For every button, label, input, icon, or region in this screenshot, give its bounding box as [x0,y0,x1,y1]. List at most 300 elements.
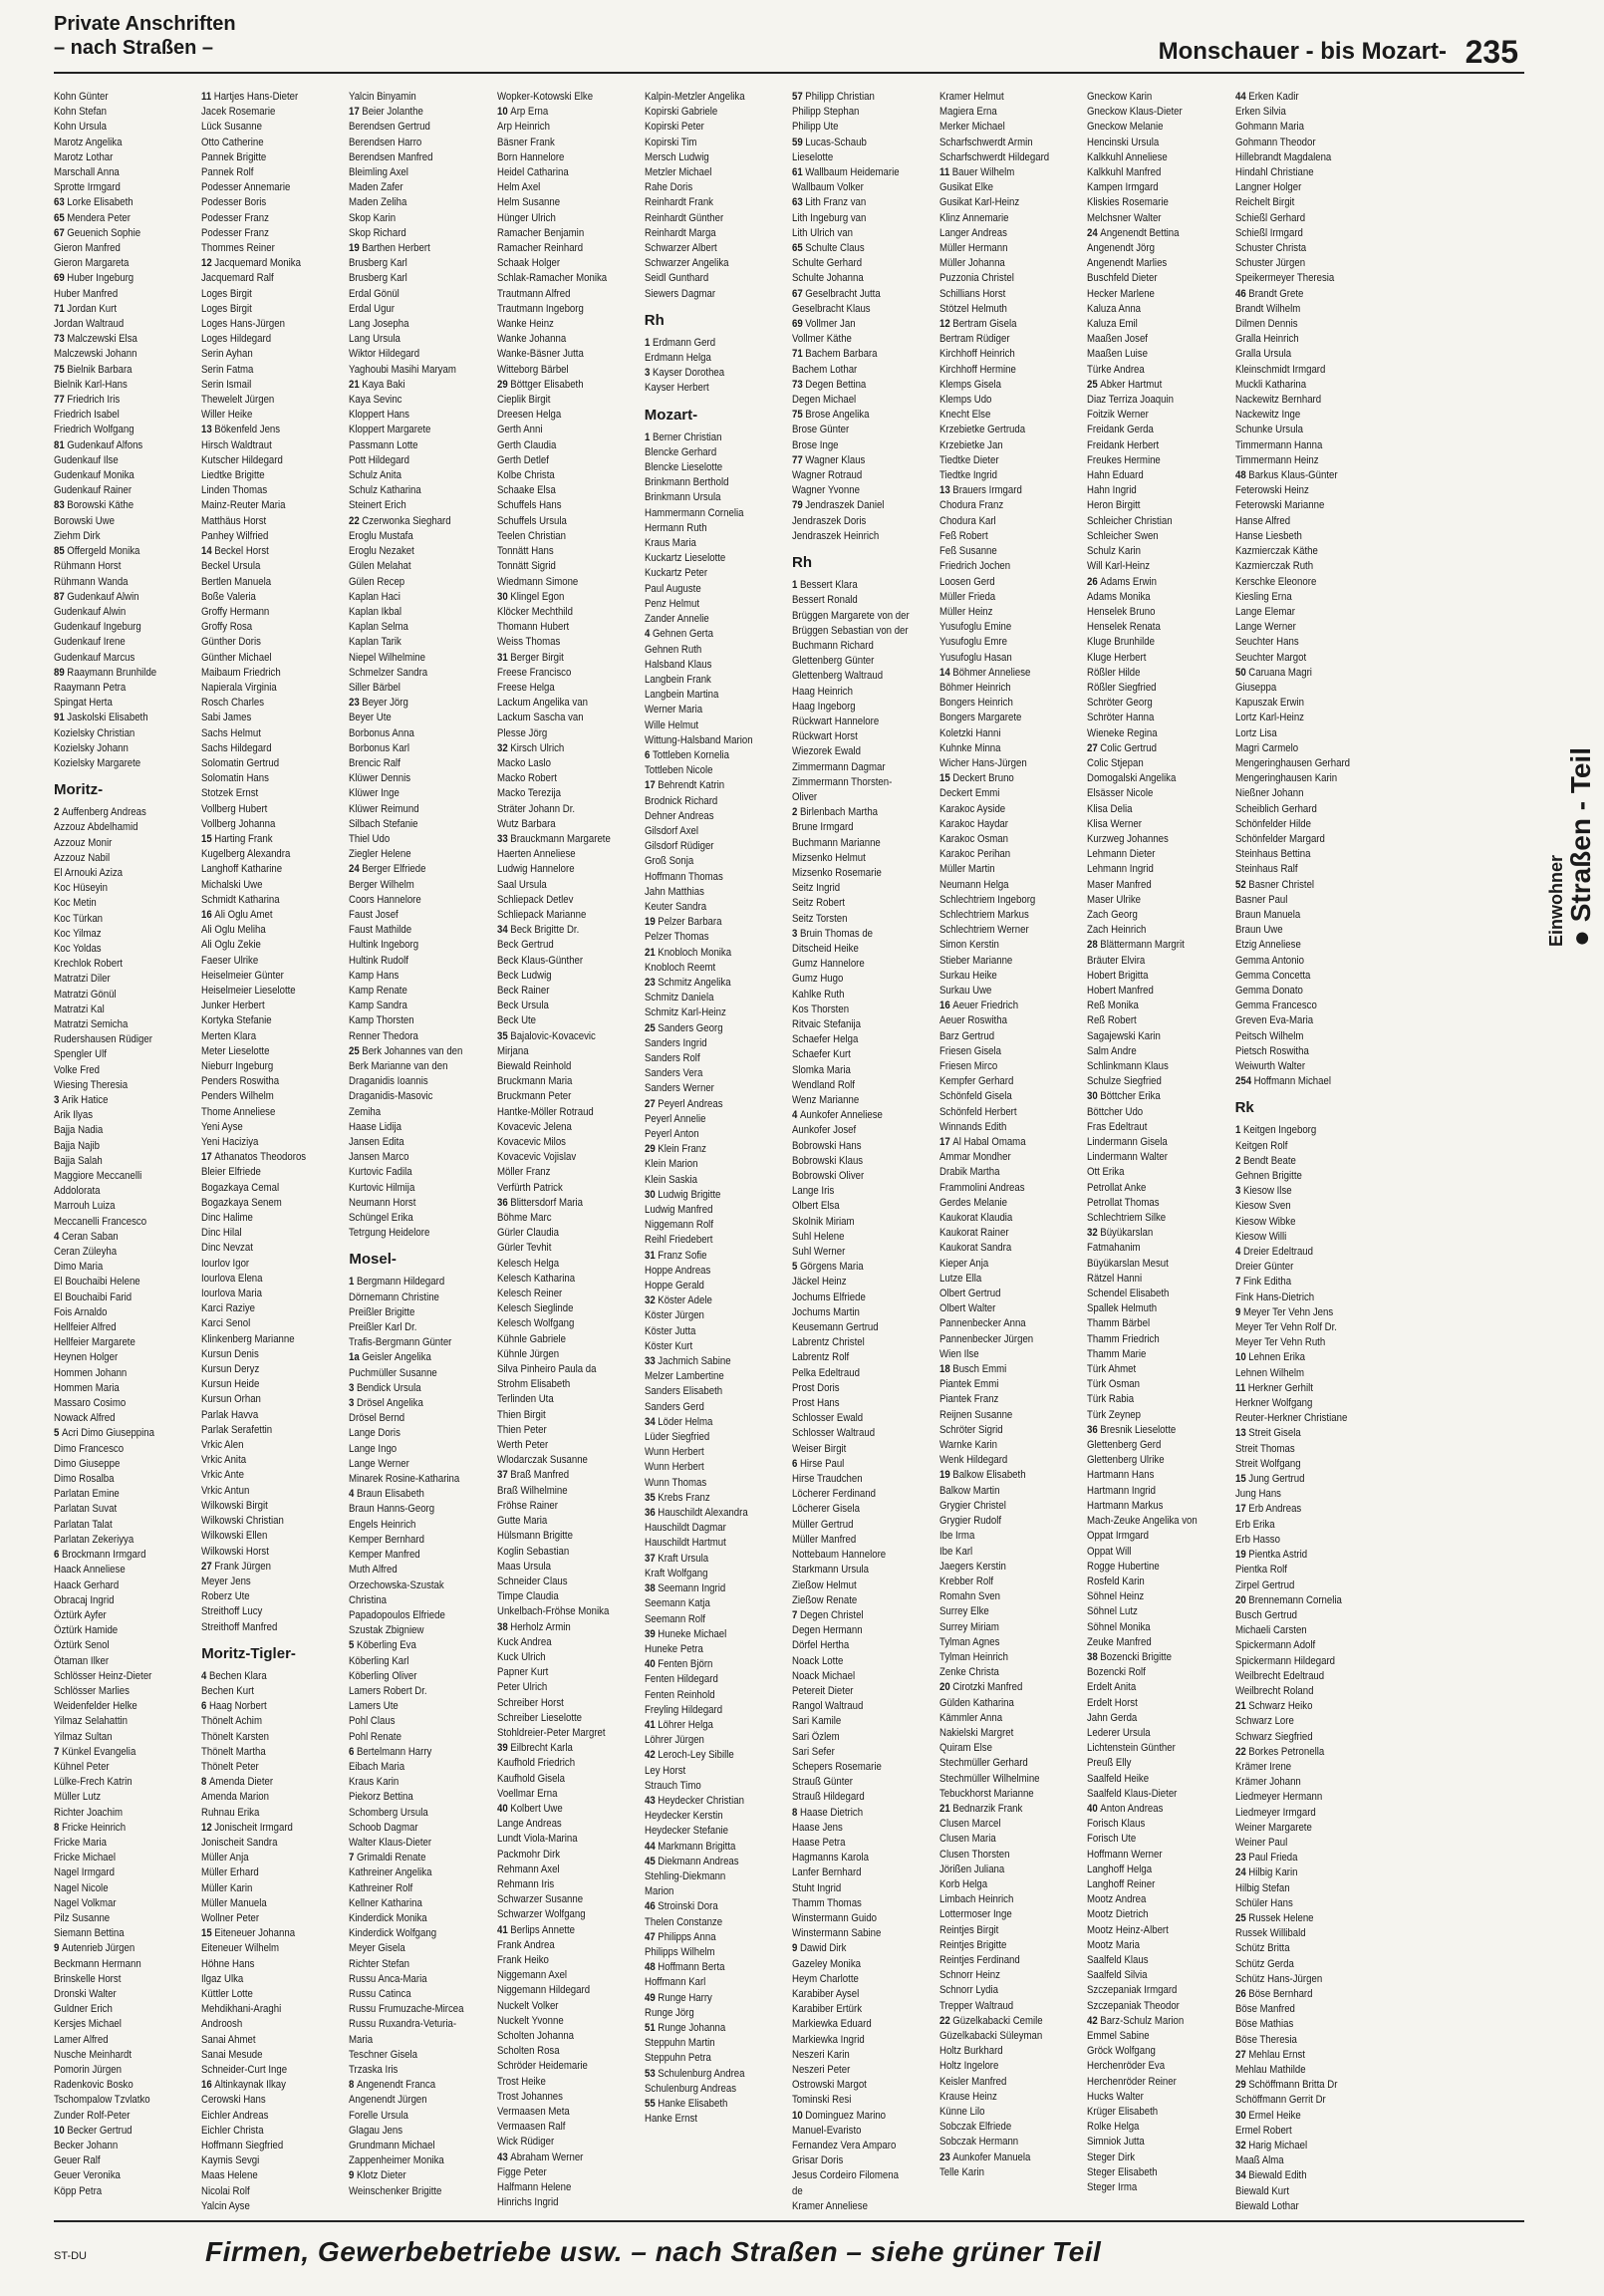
resident-entry [349,1381,490,1396]
resident-entry [497,2195,639,2210]
resident-entry [1087,1514,1228,1529]
resident-name: Haase Lidija [349,1120,402,1133]
resident-name: Maaßen Josef [1087,333,1149,346]
resident-name: Runge Harry [658,1991,712,2004]
resident-name: Anton Andreas [1100,1802,1164,1815]
resident-entry [349,1941,490,1956]
resident-entry [201,1044,343,1059]
resident-entry [1235,195,1377,210]
resident-name: Kahlke Ruth [791,988,845,1001]
resident-entry [645,976,786,991]
resident-entry [349,1275,490,1290]
resident-name: Scheiblich Gerhard [1234,802,1317,815]
resident-name: Streithoff Manfred [201,1620,278,1633]
resident-entry [792,226,934,241]
resident-name: Kuhnke Minna [939,741,1001,754]
resident-name: Matthäus Horst [201,514,267,527]
sidebar-line2: ● Straßen - Teil [1565,747,1596,947]
resident-entry [1235,1957,1377,1972]
resident-name: Oppat Irmgard [1087,1530,1150,1543]
resident-entry [497,635,639,650]
resident-name: Jacquemard Ralf [201,272,274,285]
resident-entry [1235,1836,1377,1851]
resident-name: Dilmen Dennis [1234,318,1298,331]
resident-entry [497,498,639,513]
resident-name: Löhrer Jürgen [644,1734,704,1747]
resident-name: Noack Michael [791,1669,856,1682]
resident-entry [645,627,786,642]
resident-name: Rahe Doris [644,181,692,194]
resident-entry [54,1608,195,1623]
resident-name: Weinschenker Brigitte [349,2184,442,2197]
resident-entry [939,2044,1081,2059]
resident-entry [349,165,490,180]
resident-name: Müller Manuela [201,1896,267,1909]
resident-name: Surrey Miriam [939,1620,1000,1633]
resident-name: Lange Werner [1234,621,1296,634]
resident-entry [792,1548,934,1563]
resident-name: Brauers Irmgard [952,484,1022,497]
resident-entry [939,2105,1081,2120]
house-number: 254 [1234,1075,1251,1088]
resident-name: Rangol Waltraud [791,1700,864,1713]
resident-name: Podesser Annemarie [201,181,291,194]
resident-entry [792,165,934,180]
resident-name: Beck Klaus-Günther [496,954,583,967]
resident-name: Bachem Lothar [791,363,858,376]
resident-entry [792,1047,934,1062]
house-number: 22 [1234,1745,1246,1758]
resident-name: Abraham Werner [509,2151,583,2163]
resident-name: Lederer Ursula [1087,1726,1152,1739]
resident-name: Lehmann Dieter [1087,848,1156,861]
resident-entry [201,1059,343,1074]
resident-entry [54,105,195,120]
resident-entry [645,1521,786,1536]
resident-entry [201,514,343,529]
resident-entry [1087,363,1228,378]
resident-entry [349,1502,490,1517]
resident-entry [1235,756,1377,771]
resident-name: Sanders Elisabeth [644,1385,722,1398]
resident-entry [645,1824,786,1839]
resident-name: Parlatan Zekeriyya [54,1533,134,1546]
resident-name: Marrouh Luiza [54,1200,116,1213]
house-number: 55 [644,2098,656,2110]
resident-entry [349,1487,490,1502]
resident-name: Bendt Beate [1242,1154,1296,1167]
resident-name: Arp Heinrich [496,121,550,134]
resident-entry [497,529,639,544]
resident-entry [1235,1291,1377,1305]
resident-entry [349,393,490,408]
resident-name: Thönelt Martha [201,1745,266,1758]
resident-name: Wagner Rotraud [791,469,863,482]
resident-name: Wunn Herbert [644,1461,704,1474]
house-number: 37 [496,1469,508,1482]
resident-name: Helm Axel [496,181,540,194]
resident-name: Kinderdick Monika [349,1911,428,1924]
resident-entry [349,620,490,635]
resident-name: Etzig Anneliese [1234,939,1301,952]
resident-entry [645,748,786,763]
resident-entry [645,1748,786,1763]
house-number: 5 [791,1261,798,1274]
resident-name: Kamp Hans [349,969,400,982]
resident-name: Koc Metin [54,897,97,910]
resident-name: Haag Heinrich [791,685,853,698]
resident-name: Streithoff Lucy [201,1605,263,1618]
resident-name: Quiram Else [939,1742,993,1755]
resident-entry [201,1987,343,2002]
footer-note: Firmen, Gewerbebetriebe usw. – nach Straßen – siehe grüner Teil [205,2236,1102,2267]
house-number: 5 [54,1427,60,1440]
resident-entry [497,1575,639,1589]
resident-name: Gerdes Melanie [939,1196,1008,1209]
resident-entry [349,1165,490,1180]
resident-name: Trautmann Ingeborg [496,302,584,315]
resident-name: Braß Manfred [509,1469,569,1482]
resident-name: Kellner Katharina [349,1896,423,1909]
resident-name: Fröhse Rainer [496,1499,558,1512]
resident-entry [54,483,195,498]
resident-entry [792,1017,934,1032]
resident-name: Solomatin Gertrud [201,756,280,769]
resident-name: Zenke Christa [939,1666,1000,1679]
resident-entry [939,590,1081,605]
resident-name: Seemann Rolf [644,1612,705,1625]
resident-name: Petereit Dieter [791,1684,854,1697]
house-number: 11 [201,91,212,103]
house-number: 42 [1087,2014,1099,2027]
resident-entry [939,1074,1081,1089]
resident-name: Heidel Catharina [496,166,569,179]
resident-entry [792,1123,934,1138]
footer-rule [54,2220,1524,2222]
resident-entry [54,881,195,896]
resident-entry [1087,1181,1228,1196]
resident-entry [497,1680,639,1695]
resident-name: Köberling Eva [357,1639,417,1652]
resident-entry [497,1241,639,1256]
resident-name: Thommes Reiner [201,242,275,255]
resident-entry [792,378,934,393]
resident-entry [497,1074,639,1089]
resident-entry [1087,1892,1228,1907]
resident-entry [645,1279,786,1293]
resident-name: Bielnik Barbara [67,363,133,376]
resident-name: Klinkenberg Marianne [201,1332,295,1345]
resident-entry [497,1832,639,1847]
resident-name: Schuffels Ursula [496,514,567,527]
resident-name: Yeni Ayse [201,1120,243,1133]
resident-name: Müller Manfred [791,1533,857,1546]
resident-entry [497,483,639,498]
resident-entry [497,1135,639,1150]
house-number: 13 [1234,1427,1246,1440]
resident-name: Weiner Paul [1234,1836,1287,1849]
resident-name: Altinkaynak Ilkay [214,2079,287,2092]
resident-entry [792,1230,934,1245]
house-number: 11 [939,166,950,179]
resident-name: Trost Heike [496,2075,546,2088]
resident-name: Geselbracht Jutta [805,287,881,300]
resident-entry [792,2002,934,2017]
resident-entry [1087,590,1228,605]
resident-name: Tschompalow Tzvlatko [54,2094,150,2107]
resident-entry [939,1105,1081,1120]
directory-column [1235,90,1377,2214]
resident-entry [939,136,1081,150]
resident-name: Strauch Timo [644,1779,701,1792]
resident-name: Freukes Hermine [1087,453,1162,466]
resident-name: Hoffmann Thomas [644,870,723,883]
resident-entry [497,1362,639,1377]
resident-name: Yalcin Binyamin [349,91,417,103]
resident-entry [497,1453,639,1468]
resident-entry [939,1181,1081,1196]
resident-name: de [791,2184,803,2197]
resident-name: Lundt Viola-Marina [496,1833,578,1846]
resident-entry [1087,302,1228,317]
street-heading: Mozart- [644,406,698,424]
resident-entry [201,666,343,681]
resident-entry [1235,1684,1377,1699]
house-number: 43 [644,1794,656,1807]
resident-name: Schüler Hans [1234,1896,1293,1909]
resident-name: Ritvaic Stefanija [791,1017,861,1030]
resident-entry [201,120,343,135]
resident-name: Schröter Hanna [1087,712,1155,724]
resident-entry [54,1350,195,1365]
resident-entry [645,1506,786,1521]
resident-name: Linden Thomas [201,484,268,497]
resident-name: Wille Helmut [644,718,698,731]
resident-entry [792,1911,934,1926]
resident-entry [1087,1408,1228,1423]
resident-name: Stuht Ingrid [791,1881,842,1894]
resident-name: Lüder Siegfried [644,1431,710,1444]
resident-name: Maser Manfred [1087,878,1153,891]
resident-name: Erb Andreas [1247,1503,1301,1516]
resident-name: Schliepack Marianne [496,908,586,921]
resident-entry [54,180,195,195]
resident-entry [201,1589,343,1604]
resident-name: Diekmann Andreas [658,1855,739,1867]
resident-entry [201,999,343,1013]
house-number: 32 [1087,1227,1099,1240]
resident-name: Hermann Ruth [644,521,707,534]
resident-name: Walter Klaus-Dieter [349,1836,432,1849]
resident-name: Lutze Ella [939,1272,982,1285]
resident-entry [497,2075,639,2090]
house-number: 35 [644,1491,656,1504]
resident-entry [645,1581,786,1596]
resident-name: Pilz Susanne [54,1911,111,1924]
resident-entry [1087,1392,1228,1407]
resident-entry [54,271,195,286]
resident-name: Kluge Brunhilde [1087,636,1156,649]
resident-entry [1235,1896,1377,1911]
resident-name: Spickermann Hildegard [1234,1654,1335,1667]
resident-name: Berendsen Manfred [349,150,433,163]
house-number: 8 [349,2079,355,2092]
resident-entry [1087,1347,1228,1362]
resident-entry [349,529,490,544]
resident-entry [939,1287,1081,1301]
resident-entry [497,1726,639,1741]
resident-name: Michaeli Carsten [1234,1624,1307,1637]
resident-entry [792,1563,934,1578]
resident-name: Künkel Evangelia [61,1745,136,1758]
resident-entry [645,1840,786,1855]
resident-entry [201,241,343,256]
resident-entry [939,1316,1081,1331]
resident-name: Höhne Hans [201,1957,255,1970]
resident-name: Schütz Hans-Jürgen [1234,1972,1322,1985]
resident-name: Öztürk Hamide [54,1624,119,1637]
resident-name: Eiteneuer Johanna [214,1927,296,1940]
resident-name: Berendsen Harro [349,136,422,148]
resident-entry [792,498,934,513]
resident-entry [497,832,639,847]
resident-name: Will Karl-Heinz [1087,560,1151,573]
resident-entry [645,1173,786,1188]
resident-name: Böhme Marc [496,1212,552,1225]
resident-name: Kayser Herbert [644,382,709,395]
resident-name: Philipp Christian [805,91,875,103]
resident-name: Meter Lieselotte [201,1044,270,1057]
resident-name: Pohl Claus [349,1715,396,1728]
resident-name: Marotz Angelika [54,136,123,148]
resident-name: Ott Erika [1087,1166,1125,1179]
resident-name: Herkner Wolfgang [1234,1397,1312,1410]
resident-entry [645,1066,786,1081]
resident-name: Tebuckhorst Marianne [939,1787,1034,1800]
resident-name: Henselek Bruno [1087,605,1156,618]
resident-entry [349,1150,490,1165]
resident-entry [645,794,786,809]
resident-name: Kopirski Tim [644,136,697,148]
resident-entry [1087,2090,1228,2105]
house-number: 67 [54,226,65,239]
resident-name: Becker Johann [54,2140,119,2152]
resident-entry [54,1426,195,1441]
resident-entry [792,195,934,210]
resident-name: Ilgaz Ulka [201,1972,244,1985]
resident-entry [349,1120,490,1135]
resident-entry [645,885,786,900]
resident-name: Loges Hans-Jürgen [201,318,286,331]
resident-entry [497,1423,639,1438]
resident-entry [349,756,490,771]
resident-entry [1235,575,1377,590]
resident-name: Schreiber Horst [496,1696,564,1709]
resident-entry [201,1972,343,1987]
resident-name: Böse Manfred [1234,2003,1295,2016]
resident-entry [939,332,1081,347]
resident-name: Cieplik Birgit [496,394,551,407]
resident-name: Willer Heike [201,409,253,422]
resident-entry [1235,1199,1377,1214]
resident-entry [1235,423,1377,437]
resident-name: Nowack Alfred [54,1412,116,1425]
resident-name: Kelesch Wolfgang [496,1317,574,1330]
resident-name: Jahn Gerda [1087,1711,1138,1724]
resident-name: Colic Stjepan [1087,756,1145,769]
resident-name: Serin Ismail [201,378,252,391]
resident-name: Hanke Ernst [644,2113,697,2126]
resident-name: Schlechtriem Ingeborg [939,893,1036,906]
resident-name: Szustak Zbigniew [349,1624,424,1637]
resident-name: Nuckelt Yvonne [496,2014,564,2027]
resident-entry [645,475,786,490]
resident-name: Blencke Lieselotte [644,461,722,474]
resident-name: Sanders Gerd [644,1400,704,1413]
resident-name: Olbert Elsa [791,1200,840,1213]
resident-name: Eroglu Nezaket [349,545,415,558]
resident-entry [349,999,490,1013]
resident-name: Werth Peter [496,1439,548,1452]
resident-entry [645,930,786,945]
resident-name: Brune Irmgard [791,821,854,834]
resident-entry [939,195,1081,210]
resident-entry [201,2168,343,2183]
resident-name: Kaukorat Klaudia [939,1212,1013,1225]
house-number: 26 [1087,575,1099,588]
resident-name: Metzler Michael [644,166,712,179]
resident-entry [1087,408,1228,423]
resident-entry [939,2135,1081,2150]
house-number: 16 [201,908,212,921]
resident-entry [1235,1806,1377,1821]
resident-name: Sagajewski Karin [1087,1029,1162,1042]
house-number: 22 [939,2014,950,2027]
resident-entry [54,1623,195,1638]
house-number: 10 [1234,1351,1246,1364]
resident-name: Kolbe Christa [496,469,555,482]
resident-name: Geuenich Sophie [67,226,141,239]
resident-name: Karci Raziye [201,1302,256,1315]
resident-name: Korb Helga [939,1877,988,1890]
house-number: 23 [644,976,656,989]
resident-name: Lorke Elisabeth [67,196,134,209]
house-number: 63 [791,196,803,209]
resident-name: Gumz Hugo [791,973,844,986]
resident-entry [939,711,1081,725]
resident-name: Kurtovic Fadila [349,1166,413,1179]
resident-name: Jacquemard Monika [214,257,302,270]
resident-entry [497,2014,639,2029]
resident-name: Ziegler Helene [349,848,411,861]
resident-name: Elsässer Nicole [1087,787,1154,800]
house-number: 73 [791,378,803,391]
resident-name: Löhrer Helga [658,1718,713,1731]
resident-name: Brencic Ralf [349,756,401,769]
resident-entry [349,1044,490,1059]
resident-entry [1087,393,1228,408]
resident-name: Harting Frank [214,832,273,845]
resident-name: Kaluza Anna [1087,302,1142,315]
resident-name: Küttler Lotte [201,1987,254,2000]
resident-entry [645,2051,786,2066]
resident-name: Weidenfelder Helke [54,1700,137,1713]
resident-entry [349,862,490,877]
resident-entry [1235,1760,1377,1775]
resident-name: Wopker-Kotowski Elke [496,91,593,103]
resident-entry [1235,1669,1377,1684]
resident-name: Yalcin Ayse [201,2199,251,2212]
